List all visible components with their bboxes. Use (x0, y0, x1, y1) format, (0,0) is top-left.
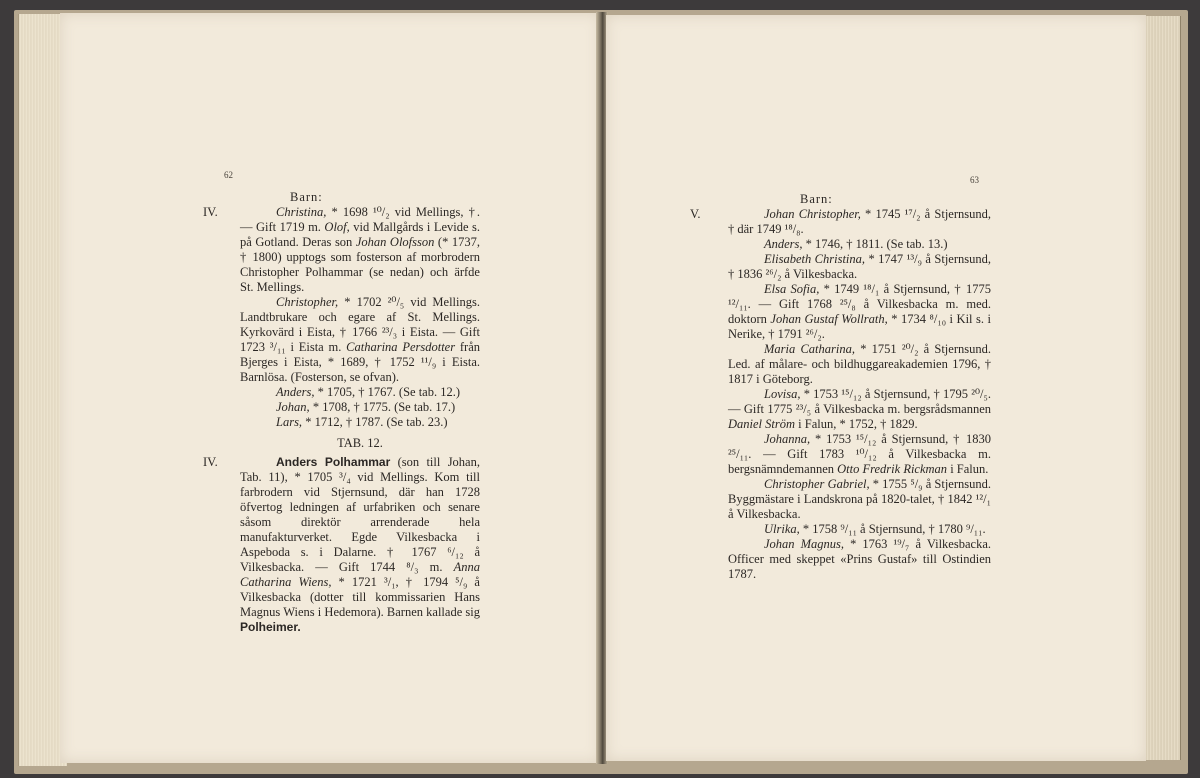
entry-maria-catharina: Maria Catharina, * 1751 ²⁰/₂ å Stjernsund. Led. af målare- och bildhuggareakademien 1796, † 1817 i Göteborg. (728, 342, 991, 386)
entry-anders-polhammar: IV. Anders Polhammar (son till Johan, Tab. 11), * 1705 ³/₄ vid Mellings. Kom till farbrodern vid Stjernsund, där han 1728 öfvertog ledningen af urfabriken och senare såsom direktör arrenderade hela manufakturverket. Egde Vilkesbacka i Aspeboda s. i Dalarne. † 1767 ⁶/₁₂ å Vilkesbacka. — Gift 1744 ⁸/₃ m. Anna Catharina Wiens, * 1721 ³/₁, † 1794 ⁵/₉ å Vilkesbacka (dotter till kommissarien Hans Magnus Wiens i Hedemora). Barnen kallade sig Polheimer. (203, 455, 480, 634)
generation-numeral: IV. (203, 455, 218, 469)
entry-johanna: Johanna, * 1753 ¹⁵/₁₂ å Stjernsund, † 1830 ²⁵/₁₁. — Gift 1783 ¹⁰/₁₂ å Vilkesbacka m. bergsnämndemannen Otto Fredrik Rickman i Falun. (728, 432, 991, 476)
left-page (60, 13, 600, 763)
entry-elisabeth-christina: Elisabeth Christina, * 1747 ¹³/₉ å Stjernsund, † 1836 ²⁶/₂ å Vilkesbacka. (728, 252, 991, 281)
left-page-text (203, 190, 481, 635)
entry-johan-christopher: V. Johan Christopher, * 1745 ¹⁷/₂ å Stjernsund, † där 1749 ¹⁸/₈. (690, 207, 991, 236)
entry-johan: Johan, * 1708, † 1775. (Se tab. 17.) (276, 400, 456, 414)
right-page (606, 15, 1146, 761)
page-number: 63 (970, 175, 979, 185)
entry-christopher: Christopher, * 1702 ²⁰/₅ vid Mellings. Landtbrukare och egare af St. Mellings. Kyrkovärd i Eista, † 1766 ²³/₃ i Eista. — Gift 1723 ³/₁₁ i Eista m. Catharina Persdotter från Bjerges i Eista, * 1689, † 1752 ¹¹/₉ i Eista. Barnlösa. (Fosterson, se ofvan). (240, 295, 480, 384)
page-number: 62 (224, 170, 233, 180)
entry-anders: Anders, * 1746, † 1811. (Se tab. 13.) (764, 237, 948, 251)
generation-numeral: IV. (203, 205, 218, 219)
entry-ulrika: Ulrika, * 1758 ⁹/₁₁ å Stjernsund, † 1780 ⁹/₁₁. (764, 522, 986, 536)
generation-numeral: V. (690, 207, 701, 221)
entry-christopher-gabriel: Christopher Gabriel, * 1755 ⁵/₉ å Stjernsund. Byggmästare i Landskrona på 1820-talet, † 1842 ¹²/₁ å Vilkesbacka. (728, 477, 992, 521)
entry-christina: IV. Christina, * 1698 ¹⁰/₂ vid Mellings, †. — Gift 1719 m. Olof, vid Mallgårds i Levide s. på Gotland. Deras son Johan Olofsson (* 1737, † 1800) upptogs som fosterson af morbrodern Christopher Polhammar (se nedan) och ärfde St. Mellings. (203, 205, 481, 294)
entry-lars: Lars, * 1712, † 1787. (Se tab. 23.) (276, 415, 448, 429)
entry-anders: Anders, * 1705, † 1767. (Se tab. 12.) (276, 385, 461, 399)
entry-lovisa: Lovisa, * 1753 ¹⁵/₁₂ å Stjernsund, † 1795 ²⁰/₅. — Gift 1775 ²³/₅ å Vilkesbacka m. bergsrådsmannen Daniel Ström i Falun, * 1752, † 1829. (728, 387, 991, 431)
page-edges-right (1140, 16, 1181, 760)
entry-elsa-sofia: Elsa Sofia, * 1749 ¹⁸/₁ å Stjernsund, † 1775 ¹²/₁₁. — Gift 1768 ²⁵/₈ å Vilkesbacka m. med. doktorn Johan Gustaf Wollrath, * 1734 ⁸/₁₀ i Kil s. i Nerike, † 1791 ²⁶/₂. (728, 282, 991, 341)
section-heading: Barn: (800, 192, 833, 206)
right-page-text (690, 192, 992, 582)
entry-johan-magnus: Johan Magnus, * 1763 ¹⁹/₇ å Vilkesbacka. Officer med skeppet «Prins Gustaf» till Ostindien 1787. (728, 537, 991, 581)
section-heading: Barn: (290, 190, 323, 204)
table-heading: TAB. 12. (337, 436, 383, 450)
